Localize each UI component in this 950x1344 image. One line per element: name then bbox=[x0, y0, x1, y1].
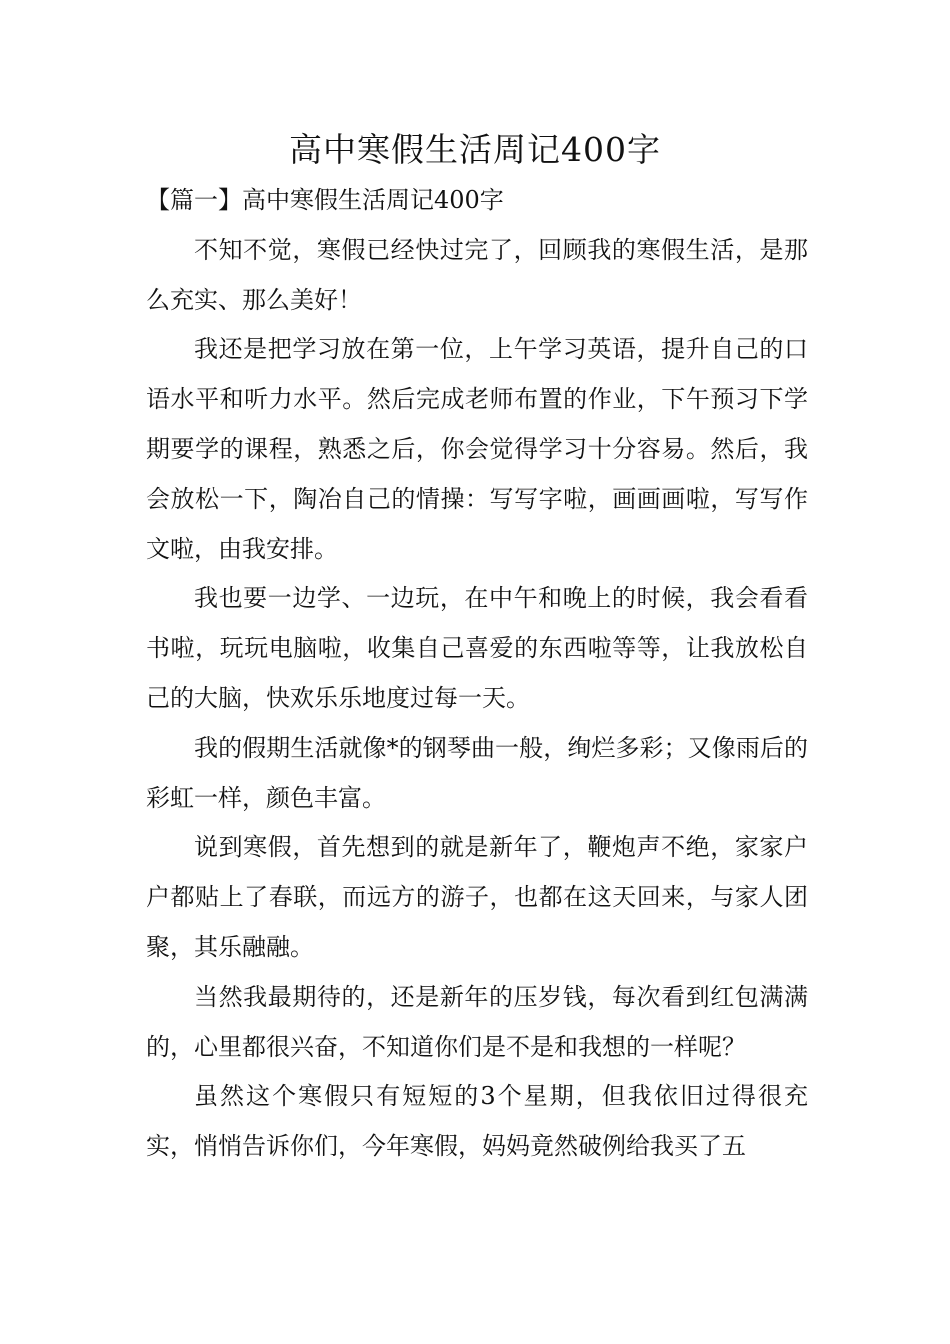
paragraph-4: 我的假期生活就像*的钢琴曲一般，绚烂多彩；又像雨后的彩虹一样，颜色丰富。 bbox=[146, 733, 808, 812]
paragraph-2: 我还是把学习放在第一位，上午学习英语，提升自己的口语水平和听力水平。然后完成老师布置的作业，下午预习下学期要学的课程，熟悉之后，你会觉得学习十分容易。然后，我会放松一下，陶冶自己的情操：写写字啦，画画画啦，写写作文啦，由我安排。 bbox=[146, 335, 808, 563]
section-heading: 【篇一】高中寒假生活周记400字 bbox=[146, 186, 504, 214]
paragraph-1: 不知不觉，寒假已经快过完了，回顾我的寒假生活，是那么充实、那么美好！ bbox=[146, 235, 808, 314]
document-body bbox=[146, 176, 808, 1172]
paragraph-5: 说到寒假，首先想到的就是新年了，鞭炮声不绝，家家户户都贴上了春联，而远方的游子，也都在这天回来，与家人团聚，其乐融融。 bbox=[146, 833, 808, 961]
document-title: 高中寒假生活周记400字 bbox=[289, 130, 661, 169]
paragraph-3: 我也要一边学、一边玩，在中午和晚上的时候，我会看看书啦，玩玩电脑啦，收集自己喜爱的东西啦等等，让我放松自己的大脑，快欢乐乐地度过每一天。 bbox=[146, 584, 808, 712]
paragraph-7: 虽然这个寒假只有短短的3个星期，但我依旧过得很充实，悄悄告诉你们，今年寒假，妈妈竟然破例给我买了五 bbox=[146, 1082, 808, 1161]
paragraph-6: 当然我最期待的，还是新年的压岁钱，每次看到红包满满的，心里都很兴奋，不知道你们是不是和我想的一样呢？ bbox=[146, 982, 808, 1061]
